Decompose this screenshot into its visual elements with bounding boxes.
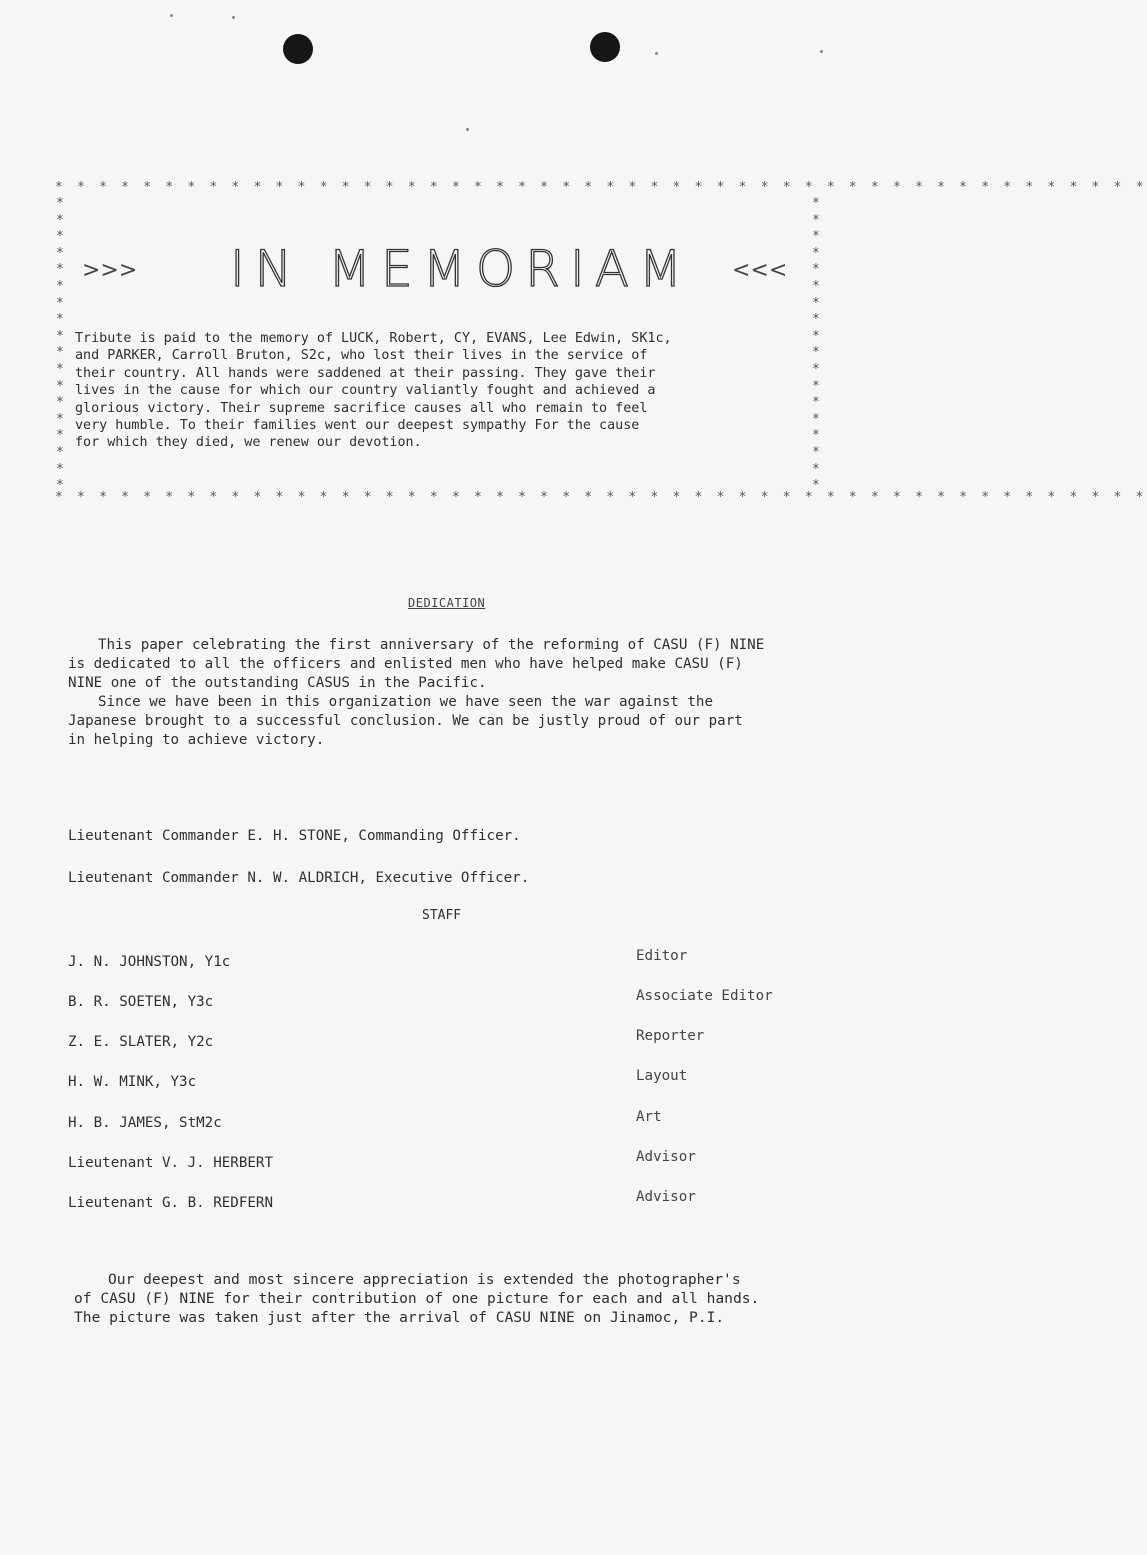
speck — [232, 16, 235, 19]
staff-role: Editor — [636, 948, 688, 964]
staff-name: Z. E. SLATER, Y2c — [68, 1034, 214, 1050]
staff-role: Reporter — [636, 1028, 705, 1044]
executive-officer-line: Lieutenant Commander N. W. ALDRICH, Executive Officer. — [68, 870, 530, 886]
star-border-bottom: * * * * * * * * * * * * * * * * * * * * * * * * * * * * * * * * * * * * * * * * * * * * * * * * * * — [55, 490, 1147, 505]
tribute-line: for which they died, we renew our devotion. — [75, 435, 422, 451]
dedication-line: is dedicated to all the officers and enlisted men who have helped make CASU (F) — [68, 656, 743, 672]
staff-name: Lieutenant G. B. REDFERN — [68, 1195, 273, 1211]
commanding-officer-line: Lieutenant Commander E. H. STONE, Commanding Officer. — [68, 828, 521, 844]
dedication-line: Japanese brought to a successful conclusion. We can be justly proud of our part — [68, 713, 743, 729]
dedication-line: Since we have been in this organization we have seen the war against the — [98, 694, 713, 710]
dedication-line: in helping to achieve victory. — [68, 732, 325, 748]
staff-name: B. R. SOETEN, Y3c — [68, 994, 214, 1010]
star-border-right: * * * * * * * * * * * * * * * * * * — [812, 196, 820, 494]
dedication-paragraph — [68, 636, 858, 750]
staff-name: H. B. JAMES, StM2c — [68, 1115, 222, 1131]
staff-name: H. W. MINK, Y3c — [68, 1074, 197, 1090]
tribute-line: and PARKER, Carroll Bruton, S2c, who lost their lives in the service of — [75, 348, 648, 364]
appreciation-line: of CASU (F) NINE for their contribution of one picture for each and all hands. — [74, 1290, 760, 1307]
staff-name: Lieutenant V. J. HERBERT — [68, 1155, 273, 1171]
tribute-line: glorious victory. Their supreme sacrifice causes all who remain to feel — [75, 400, 648, 416]
dedication-line: This paper celebrating the first anniversary of the reforming of CASU (F) NINE — [98, 637, 765, 653]
tribute-line: very humble. To their families went our deepest sympathy For the cause — [75, 418, 640, 434]
dedication-heading: DEDICATION — [408, 596, 486, 610]
staff-role: Art — [636, 1109, 662, 1125]
arrow-right-ornament: <<< — [732, 258, 788, 283]
appreciation-line: The picture was taken just after the arrival of CASU NINE on Jinamoc, P.I. — [74, 1309, 725, 1326]
memoriam-title: IN MEMORIAM — [229, 240, 693, 298]
tribute-paragraph — [75, 330, 815, 452]
star-border-left: * * * * * * * * * * * * * * * * * * — [56, 196, 64, 494]
speck — [170, 14, 173, 17]
staff-role: Advisor — [636, 1149, 696, 1165]
tribute-line: lives in the cause for which our country valiantly fought and achieved a — [75, 383, 656, 399]
staff-heading: STAFF — [422, 908, 462, 923]
star-border-top: * * * * * * * * * * * * * * * * * * * * * * * * * * * * * * * * * * * * * * * * * * * * * * * * * * — [55, 180, 1147, 195]
punch-hole-right — [590, 32, 620, 62]
dedication-line: NINE one of the outstanding CASUS in the Pacific. — [68, 675, 487, 691]
staff-name: J. N. JOHNSTON, Y1c — [68, 954, 231, 970]
staff-role: Advisor — [636, 1189, 696, 1205]
punch-hole-left — [283, 34, 313, 64]
staff-role: Associate Editor — [636, 988, 773, 1004]
speck — [466, 128, 469, 131]
tribute-line: their country. All hands were saddened at their passing. They gave their — [75, 365, 656, 381]
speck — [820, 50, 823, 53]
arrow-left-ornament: >>> — [82, 258, 138, 283]
appreciation-line: Our deepest and most sincere appreciation is extended the photographer's — [108, 1271, 741, 1288]
appreciation-paragraph — [74, 1270, 874, 1327]
staff-role: Layout — [636, 1068, 688, 1084]
speck — [655, 52, 658, 55]
tribute-line: Tribute is paid to the memory of LUCK, Robert, CY, EVANS, Lee Edwin, SK1c, — [75, 331, 672, 346]
